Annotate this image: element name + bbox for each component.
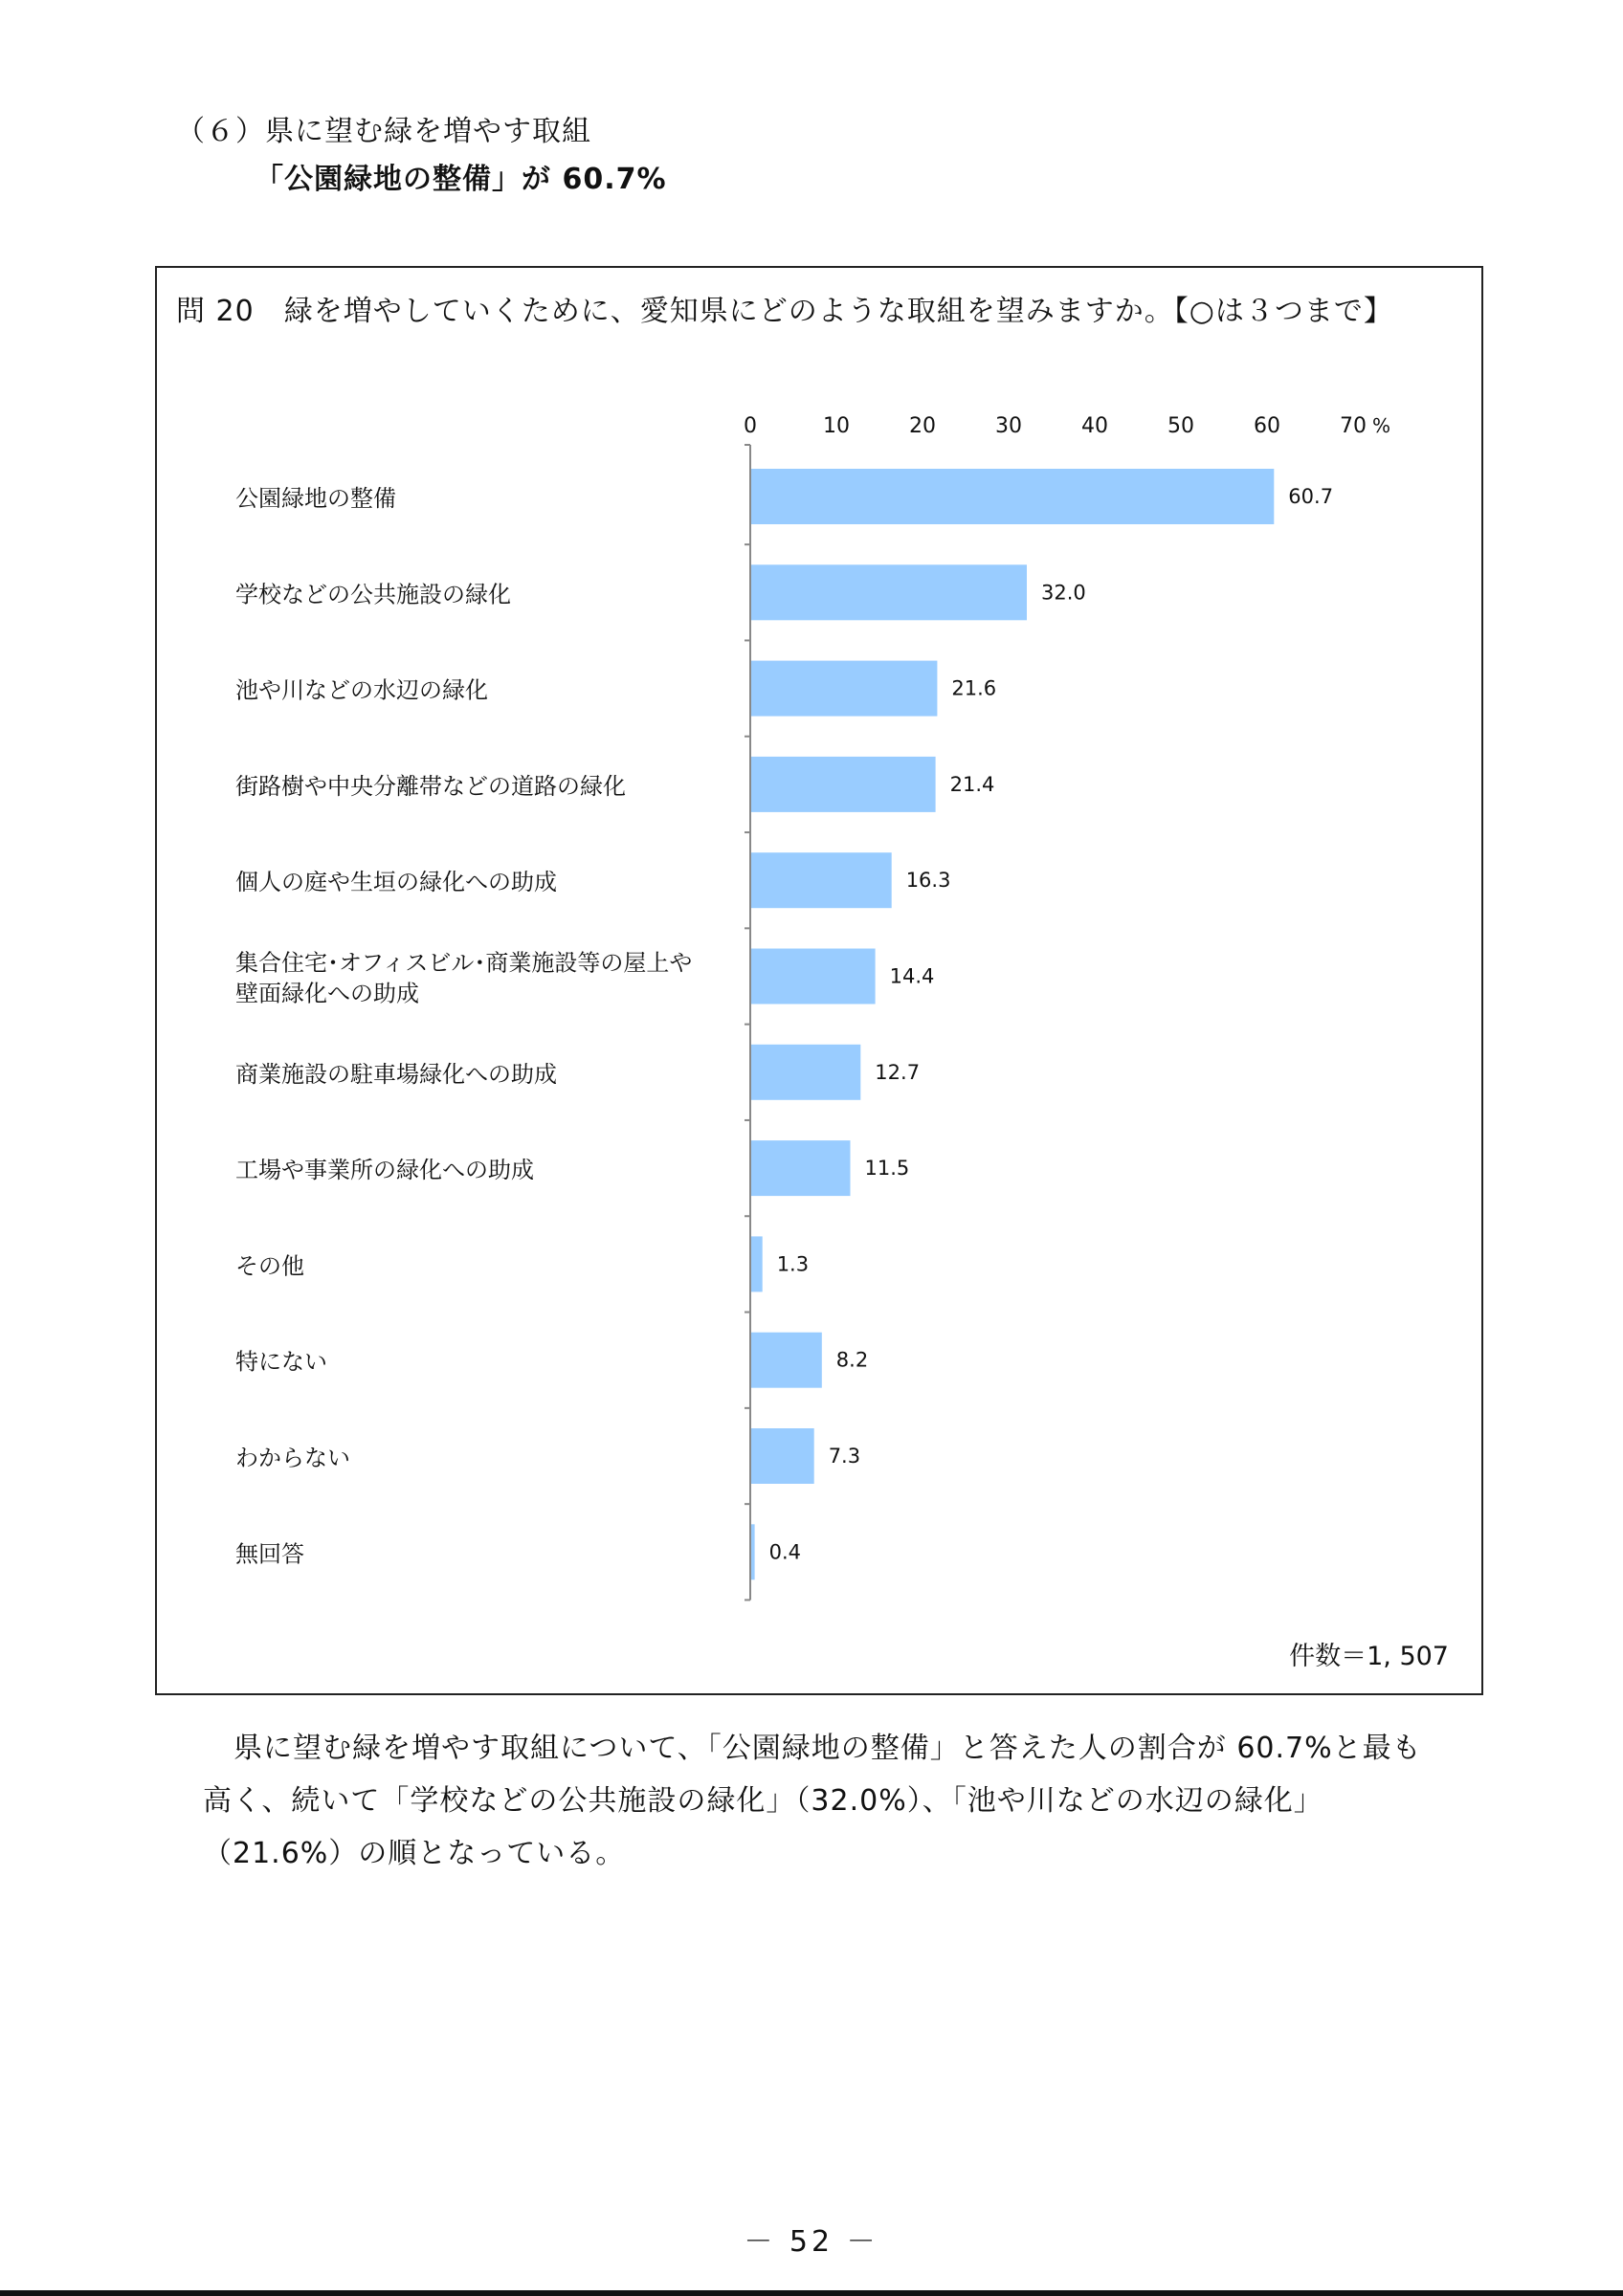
category-label: 特にない [235, 1348, 327, 1376]
page-number: － 52 － [744, 2225, 879, 2259]
bar [751, 1140, 851, 1196]
x-tick-label: 50 [1167, 414, 1194, 438]
value-label: 32.0 [1041, 581, 1086, 605]
category-label: 学校などの公共施設の緑化 [235, 581, 511, 608]
section-heading: （６）県に望む緑を増やす取組 [176, 115, 591, 148]
value-label: 16.3 [905, 869, 951, 893]
x-tick-label: 20 [909, 414, 936, 438]
x-unit-label: % [1372, 414, 1391, 437]
bar [751, 1428, 814, 1484]
value-label: 1.3 [776, 1252, 810, 1276]
bar [751, 564, 1027, 620]
bar [751, 661, 937, 717]
category-label: 個人の庭や生垣の緑化への助成 [235, 869, 557, 896]
category-label: 街路樹や中央分離帯などの道路の緑化 [235, 772, 626, 800]
bar [751, 757, 936, 812]
category-label: 集合住宅･オフィスビル･商業施設等の屋上や壁面緑化への助成 [235, 949, 693, 1007]
x-tick-label: 60 [1254, 414, 1280, 438]
value-label: 7.3 [828, 1445, 861, 1468]
value-label: 0.4 [768, 1540, 802, 1564]
x-tick-label: 70 [1340, 414, 1367, 438]
value-label: 60.7 [1288, 485, 1334, 508]
question-box [155, 266, 1483, 1695]
section-subheading: 「公園緑地の整備」が 60.7% [255, 163, 667, 196]
bar [751, 469, 1274, 524]
category-label: 公園緑地の整備 [235, 485, 396, 512]
value-label: 11.5 [864, 1157, 910, 1181]
sample-size: 件数＝1, 507 [1289, 1642, 1449, 1671]
x-tick-label: 40 [1081, 414, 1108, 438]
value-label: 12.7 [875, 1060, 921, 1084]
summary-text: 県に望む緑を増やす取組について、「公園緑地の整備」と答えた人の割合が 60.7%と最も高く、続いて「学校などの公共施設の緑化」（32.0%）、「池や川などの水辺の緑化」（21.6%）の順となっている。 [203, 1732, 1422, 1870]
bar [751, 949, 876, 1004]
x-tick-label: 30 [995, 414, 1022, 438]
x-tick-label: 10 [823, 414, 850, 438]
bar [751, 1236, 763, 1292]
x-tick-label: 0 [744, 414, 757, 438]
question-text: 問 20 緑を増やしていくために、愛知県にどのような取組を望みますか。【○は３つまで】 [176, 295, 1393, 328]
category-label: 無回答 [235, 1540, 304, 1568]
bar-chart [157, 268, 1481, 1693]
category-label: 池や川などの水辺の緑化 [235, 676, 488, 704]
bar [751, 1045, 860, 1100]
category-label: 商業施設の駐車場緑化への助成 [235, 1060, 557, 1088]
bottom-rule [0, 2290, 1623, 2296]
bar [751, 1333, 822, 1388]
bar [751, 852, 892, 908]
bar [751, 1524, 755, 1579]
category-label: 工場や事業所の緑化への助成 [235, 1157, 534, 1184]
category-label: その他 [235, 1252, 304, 1280]
value-label: 14.4 [889, 964, 935, 988]
value-label: 8.2 [835, 1348, 869, 1372]
value-label: 21.6 [951, 676, 997, 700]
value-label: 21.4 [949, 772, 995, 796]
category-label: わからない [235, 1445, 350, 1471]
